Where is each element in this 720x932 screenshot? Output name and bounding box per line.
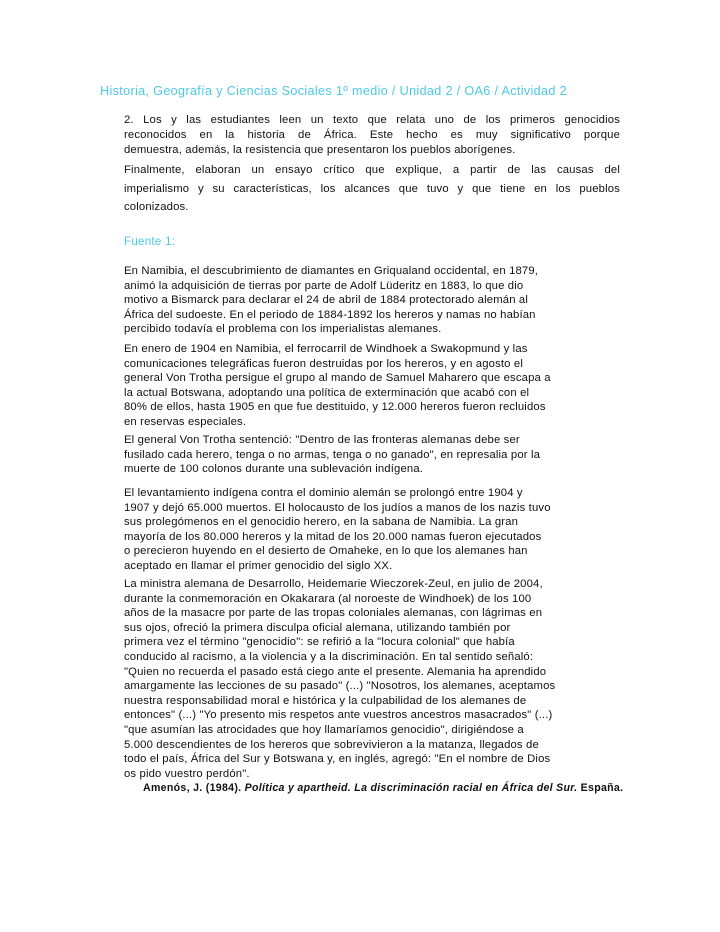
text-line: muerte de 100 colonos durante una sublevación indígena.: [124, 463, 424, 476]
citation-author: Amenós, J. (1984).: [143, 782, 245, 794]
citation-place: España.: [577, 782, 624, 794]
source-paragraph-3: [124, 433, 620, 477]
text-line: imperialismo y su características, los alcances que tuvo y que tiene en los pueblos: [124, 182, 620, 195]
page-header-title: Historia, Geografía y Ciencias Sociales 1º medio / Unidad 2 / OA6 / Actividad 2: [100, 84, 567, 98]
text-line: primera vez el término "genocidio": se refirió a la "locura colonial" que había: [124, 636, 515, 649]
text-line: entonces" (...) "Yo presento mis respetos ante vuestros ancestros masacrados" (...): [124, 709, 553, 722]
text-line: colonizados.: [124, 201, 189, 213]
text-line: En enero de 1904 en Namibia, el ferrocarril de Windhoek a Swakopmund y las: [124, 343, 528, 355]
text-line: Finalmente, elaboran un ensayo crítico que explique, a partir de las causas del: [124, 164, 620, 176]
source-paragraph-2: [124, 342, 620, 430]
bibliographic-citation: [143, 782, 623, 794]
text-line: El general Von Trotha sentenció: "Dentro de las fronteras alemanas debe ser: [124, 434, 520, 446]
text-line: o perecieron huyendo en el desierto de Omaheke, en lo que los alemanes han: [124, 545, 528, 558]
text-line: todo el país, África del Sur y Botswana y, en inglés, agregó: "En el nombre de Dios: [124, 753, 551, 766]
text-line: La ministra alemana de Desarrollo, Heidemarie Wieczorek-Zeul, en julio de 2004,: [124, 578, 543, 590]
text-line: mayoría de los 80.000 hereros y la mitad de los 20.000 namas fueron ejecutados: [124, 530, 542, 543]
source-paragraph-1: [124, 264, 620, 337]
citation-title: Política y apartheid. La discriminación racial en África del Sur.: [244, 782, 578, 794]
text-line: África del sudoeste. En el periodo de 1884-1892 los hereros y namas no habían: [124, 308, 536, 321]
text-line: 5.000 descendientes de los hereros que sobrevivieron a la matanza, llegados de: [124, 738, 539, 751]
text-line: comunicaciones telegráficas fueron destruidas por los hereros, y en agosto el: [124, 357, 523, 370]
text-line: amargamente las lecciones de su pasado" (...) "Nosotros, los alemanes, aceptamos: [124, 680, 556, 693]
text-line: 1907 y dejó 65.000 muertos. El holocausto de los judíos a manos de los nazis tuvo: [124, 501, 551, 514]
text-line: "que asumían las atrocidades que hoy llamaríamos genocidio", dirigiéndose a: [124, 723, 524, 736]
text-line: "Quien no recuerda el pasado está ciego ante el presente. Alemania ha aprendido: [124, 665, 547, 678]
text-line: la actual Botswana, adoptando una política de exterminación que acabó con el: [124, 386, 530, 399]
source-paragraph-4: [124, 486, 620, 574]
text-line: 2. Los y las estudiantes leen un texto que relata uno de los primeros genocidios: [124, 114, 620, 126]
text-line: sus prolegómenos en el genocidio herero, en la sabana de Namibia. La gran: [124, 516, 519, 529]
text-line: 80% de ellos, hasta 1905 en que fue destituido, y 12.000 hereros fueron recluidos: [124, 401, 546, 414]
text-line: fusilado cada herero, tenga o no armas, tenga o no ganado", en represalia por la: [124, 448, 541, 461]
text-line: El levantamiento indígena contra el dominio alemán se prolongó entre 1904 y: [124, 487, 523, 499]
text-line: general Von Trotha persigue el grupo al mando de Samuel Maharero que escapa a: [124, 372, 551, 385]
text-line: en reservas especiales.: [124, 415, 247, 428]
text-line: En Namibia, el descubrimiento de diamantes en Griqualand occidental, en 1879,: [124, 265, 539, 277]
text-line: animó la adquisición de tierras por parte de Adolf Lüderitz en 1883, lo que dio: [124, 279, 524, 292]
text-line: percibido todavía el problema con los imperialistas alemanes.: [124, 323, 442, 336]
text-line: nuestra responsabilidad moral e histórica y la culpabilidad de los alemanes de: [124, 694, 527, 707]
text-line: os pido vuestro perdón".: [124, 767, 250, 780]
text-line: sus ojos, ofreció la primera disculpa oficial alemana, utilizando también por: [124, 621, 511, 634]
text-line: motivo a Bismarck para declarar el 24 de abril de 1884 protectorado alemán al: [124, 294, 529, 307]
text-line: reconocidos en la historia de África. Este hecho es muy significativo porque: [124, 129, 620, 141]
text-line: demuestra, además, la resistencia que presentaron los pueblos aborígenes.: [124, 144, 516, 156]
instruction-paragraph-1: [124, 113, 620, 158]
source-label: Fuente 1:: [124, 236, 176, 248]
text-line: años de la masacre por parte de las tropas coloniales alemanas, con lágrimas en: [124, 607, 543, 620]
text-line: conducido al racismo, a la violencia y a la discriminación. En tal sentido señaló:: [124, 650, 534, 663]
text-line: aceptado en llamar el primer genocidio del siglo XX.: [124, 559, 393, 572]
source-paragraph-5: [124, 577, 620, 781]
instruction-paragraph-2: [124, 161, 620, 217]
text-line: durante la conmemoración en Okakarara (al noroeste de Windhoek) de los 100: [124, 592, 532, 605]
